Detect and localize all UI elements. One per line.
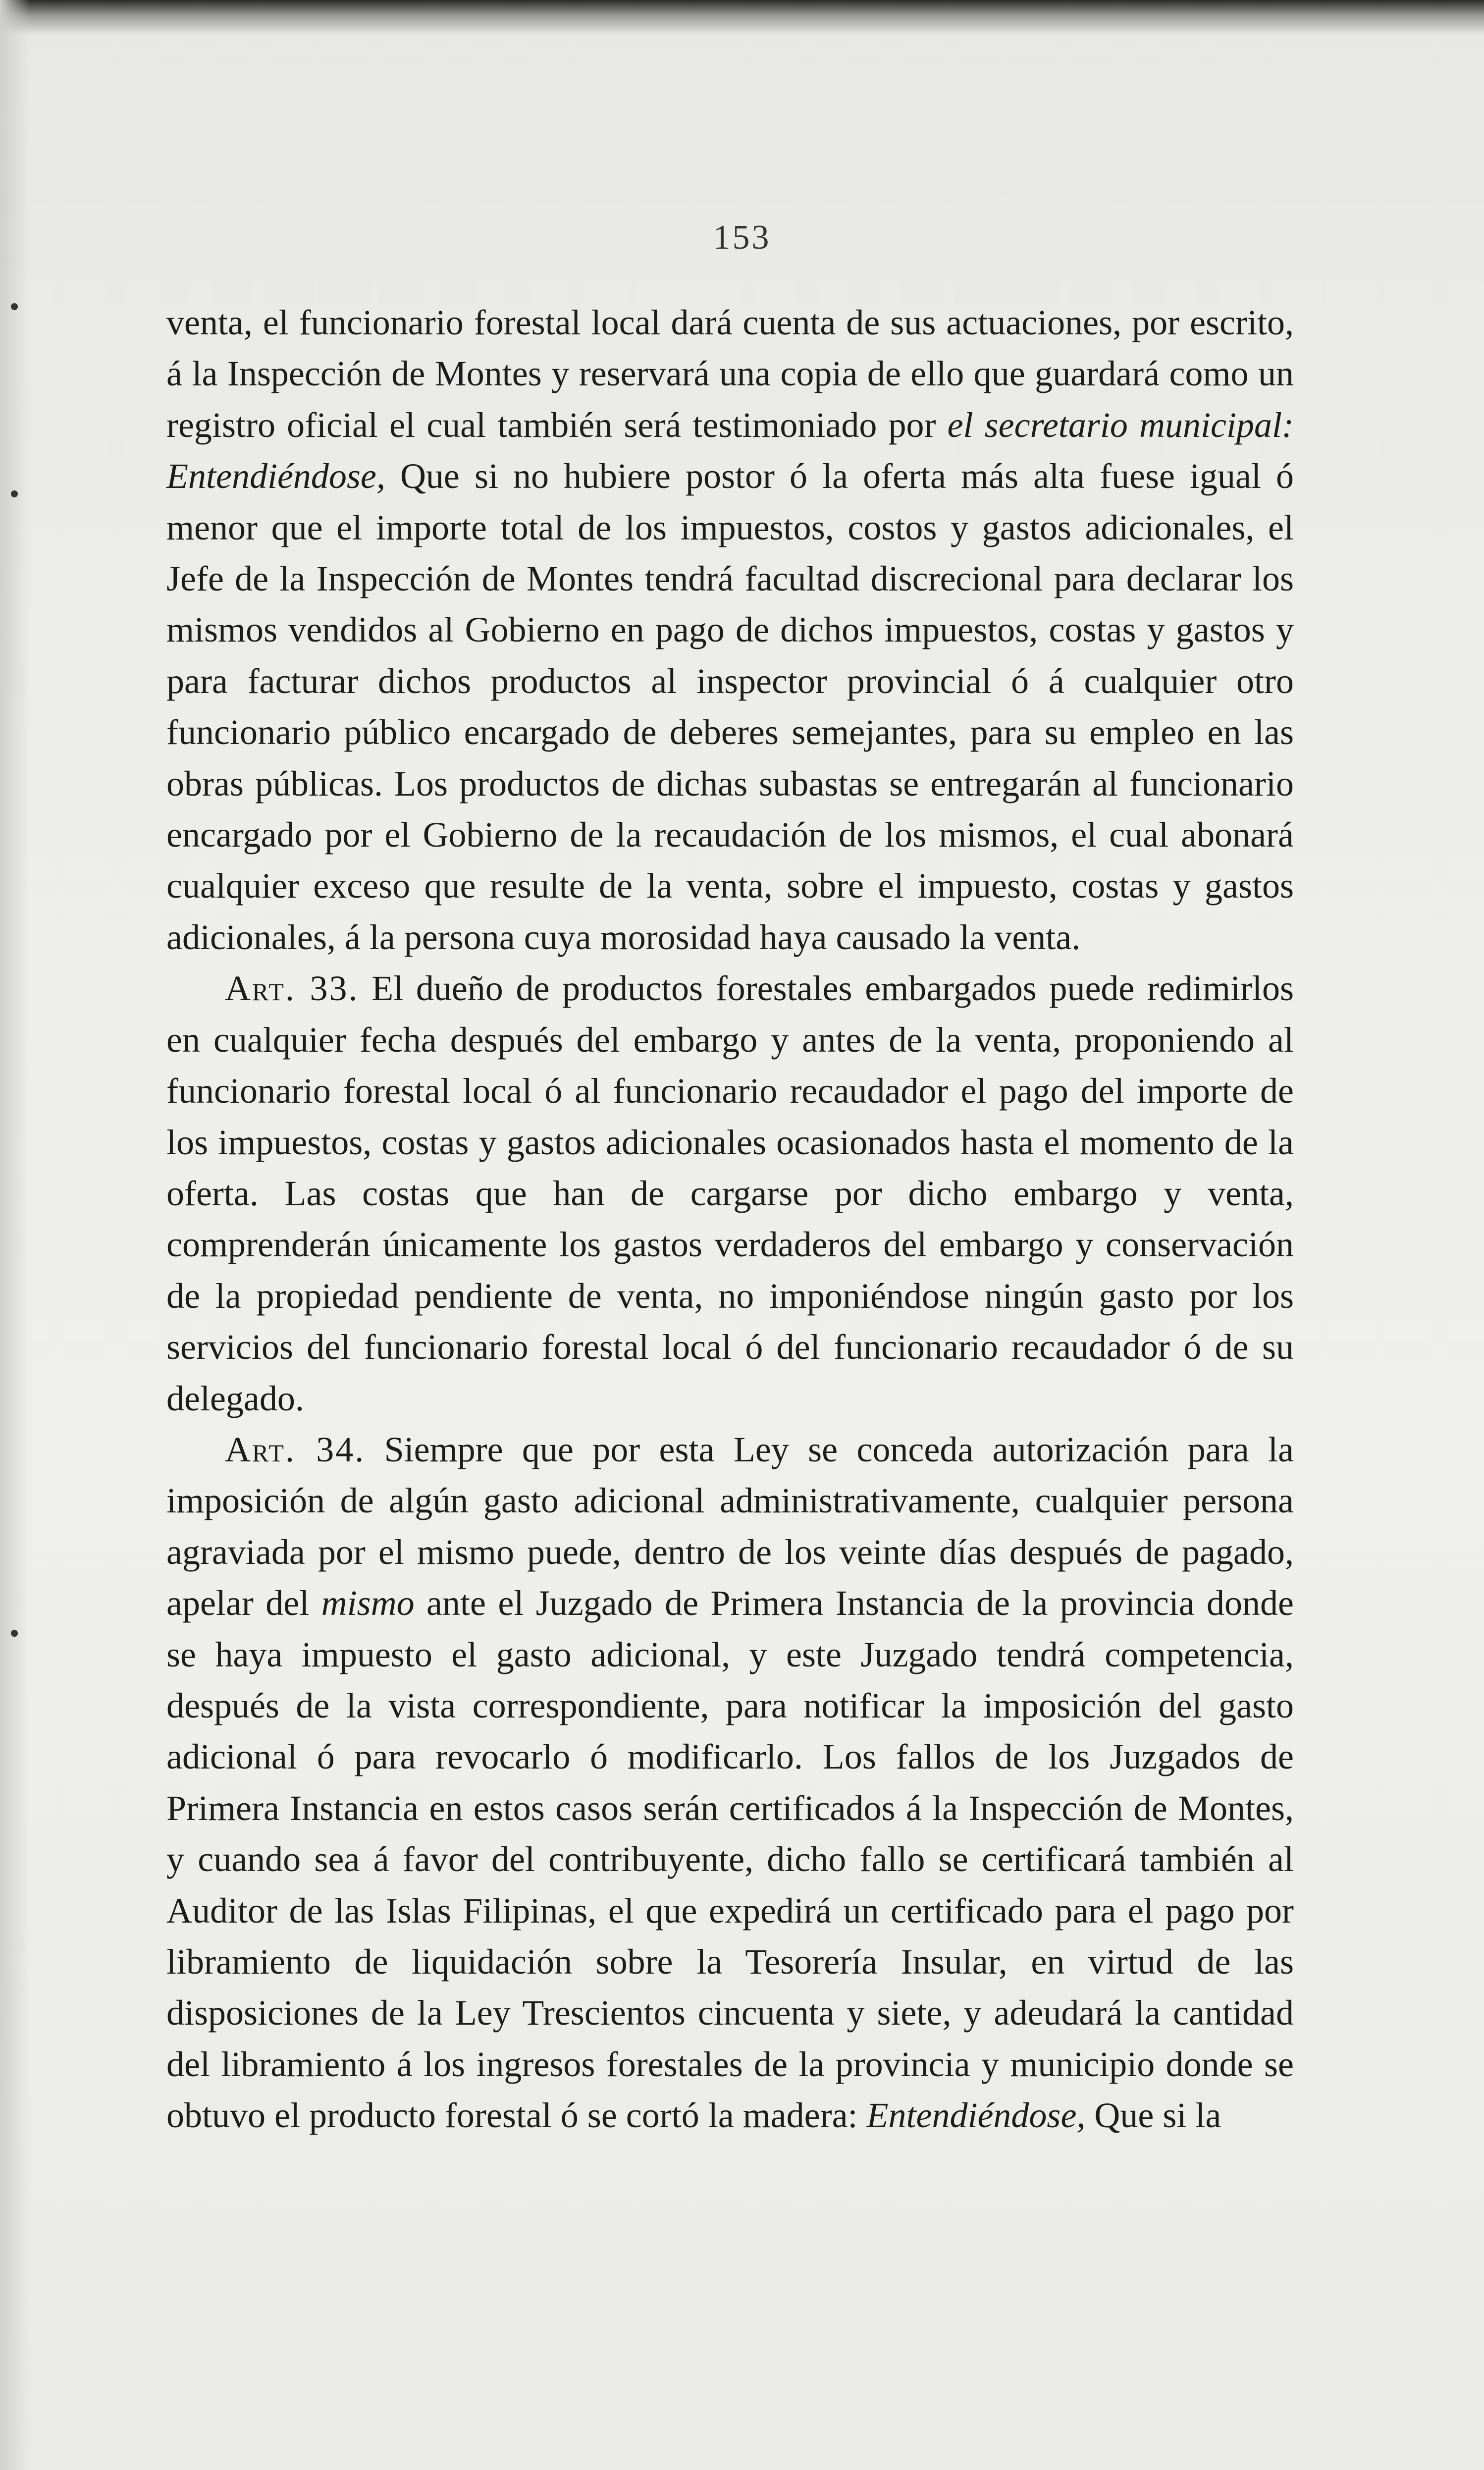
margin-mark [11,303,18,310]
article-heading: Art. 33. [225,968,359,1009]
scan-gutter-shadow [0,0,30,2470]
italic-word: mismo [321,1583,415,1623]
margin-mark [11,1630,18,1637]
paragraph-continuation: venta, el funcionario forestal local dará cuenta de sus actuaciones, por escrito, á la Inspección de Montes y reservará una copia de ello que guardará como un registro oficial el cual también será testimoniado por el secretario municipal: Entendiéndose, Que si no hubiere postor ó la oferta más alta fuese igual ó menor que el importe total de los impuestos, costos y gastos adicionales, el Jefe de la Inspección de Montes tendrá facultad discrecional para declarar los mismos vendidos al Gobierno en pago de dichos impuestos, costas y gastos y para facturar dichos productos al inspector provincial ó á cualquier otro funcionario público encargado de deberes semejantes, para su empleo en las obras públicas. Los productos de dichas subastas se entregarán al funcionario encargado por el Gobierno de la recaudación de los mismos, el cual abonará cualquier exceso que resulte de la venta, sobre el impuesto, costas y gastos adicionales, á la persona cuya morosidad haya causado la venta. [166,303,1294,957]
paragraph-art-34: Art. 34. Siempre que por esta Ley se conceda autorización para la imposición de algún gasto adicional administrativamente, cualquier persona agraviada por el mismo puede, dentro de los veinte días después de pagado, apelar del mismo ante el Juzgado de Primera Instancia de la provincia donde se haya impuesto el gasto adicional, y este Juzgado tendrá competencia, después de la vista correspondiente, para notificar la imposición del gasto adicional ó para revocarlo ó modificarlo. Los fallos de los Juzgados de Primera Instancia en estos casos serán certificados á la Inspección de Montes, y cuando sea á favor del contribuyente, dicho fallo se certificará también al Auditor de las Islas Filipinas, el que expedirá un certificado para el pago por libramiento de liquidación sobre la Tesorería Insular, en virtud de las disposiciones de la Ley Trescientos cincuenta y siete, y adeudará la cantidad del libramiento á los ingresos forestales de la provincia y municipio donde se obtuvo el producto forestal ó se cortó la madera: Entendiéndose, Que si la [166,1429,1294,2136]
margin-mark [11,490,18,497]
scan-edge-shadow [0,0,1484,35]
body-text [166,297,1294,2142]
paragraph-art-33: Art. 33. El dueño de productos forestales embargados puede redimirlos en cualquier fecha después del embargo y antes de la venta, proponiendo al funcionario forestal local ó al funcionario recaudador el pago del importe de los impuestos, costas y gastos adicionales ocasionados hasta el momento de la oferta. Las costas que han de cargarse por dicho embargo y venta, comprenderán únicamente los gastos verdaderos del embargo y conservación de la propiedad pendiente de venta, no imponiéndose ningún gasto por los servicios del funcionario forestal local ó del funcionario recaudador ó de su delegado. [166,968,1294,1418]
article-heading: Art. 34. [225,1429,366,1469]
italic-phrase: el secretario municipal: Entendiéndose, [166,405,1294,496]
page-number: 153 [713,218,771,257]
italic-phrase: Entendiéndose, [866,2095,1086,2136]
